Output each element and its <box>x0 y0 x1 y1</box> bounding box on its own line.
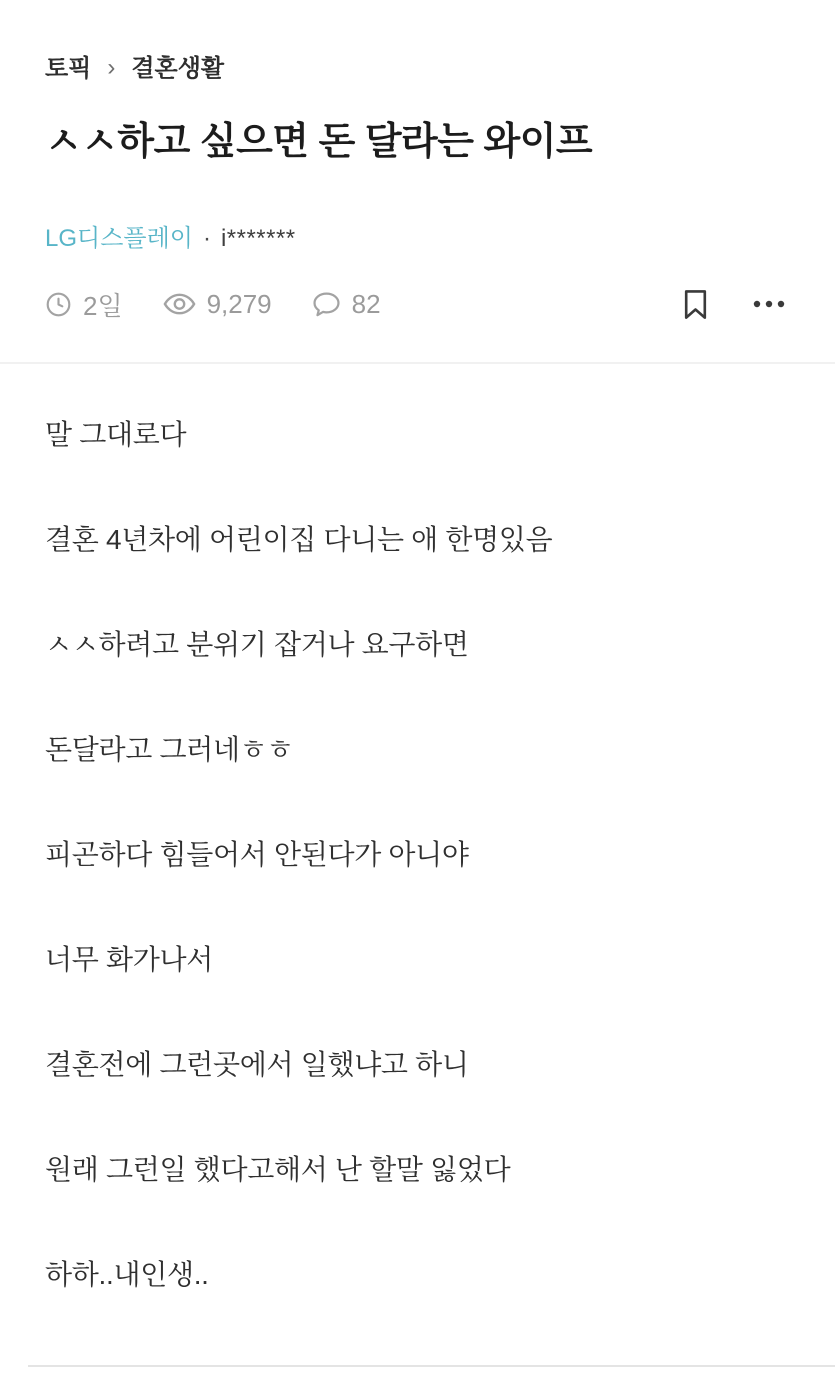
post-paragraph: 말 그대로다 <box>45 419 187 450</box>
post-meta-row <box>45 284 785 324</box>
post-paragraph: 피곤하다 힘들어서 안된다가 아니야 <box>45 839 469 870</box>
post-comments-value: 82 <box>351 288 381 319</box>
post-age <box>45 286 123 323</box>
post-paragraph: 돈달라고 그러네ㅎㅎ <box>45 734 294 765</box>
eye-icon <box>163 292 196 316</box>
post-views <box>163 289 272 320</box>
footer-divider <box>28 1365 835 1367</box>
comment-icon <box>312 291 341 318</box>
author-separator: · <box>202 225 211 252</box>
more-options-button[interactable] <box>753 300 785 308</box>
post-views-value: 9,279 <box>206 288 272 319</box>
author-row <box>45 222 785 256</box>
bookmark-icon <box>682 289 709 320</box>
more-horizontal-icon <box>753 300 785 308</box>
post-paragraph: 원래 그런일 했다고해서 난 할말 잃었다 <box>45 1154 511 1185</box>
bookmark-button[interactable] <box>682 289 709 320</box>
breadcrumb <box>45 52 785 86</box>
post-actions <box>682 289 785 320</box>
post-paragraph: 결혼 4년차에 어린이집 다니는 애 한명있음 <box>45 524 553 555</box>
post-header <box>0 52 835 324</box>
author-user-id: i******* <box>220 225 296 252</box>
post-paragraph: 너무 화가나서 <box>45 944 213 975</box>
post-paragraph: 결혼전에 그런곳에서 일했냐고 하니 <box>45 1049 469 1080</box>
chevron-right-icon: › <box>107 54 116 81</box>
breadcrumb-category[interactable]: 결혼생활 <box>131 55 225 82</box>
post-paragraph: ㅅㅅ하려고 분위기 잡거나 요구하면 <box>45 629 469 660</box>
post-title: ㅅㅅ하고 싶으면 돈 달라는 와이프 <box>45 121 593 163</box>
clock-icon <box>45 291 72 318</box>
post-paragraph: 하하..내인생.. <box>45 1259 209 1290</box>
post-comments[interactable] <box>312 289 381 320</box>
author-company-link[interactable]: LG디스플레이 <box>45 225 193 252</box>
post-body <box>0 364 835 1327</box>
post-stats <box>45 286 381 323</box>
breadcrumb-topic[interactable]: 토픽 <box>45 55 92 82</box>
post-age-value: 2일 <box>83 290 123 321</box>
